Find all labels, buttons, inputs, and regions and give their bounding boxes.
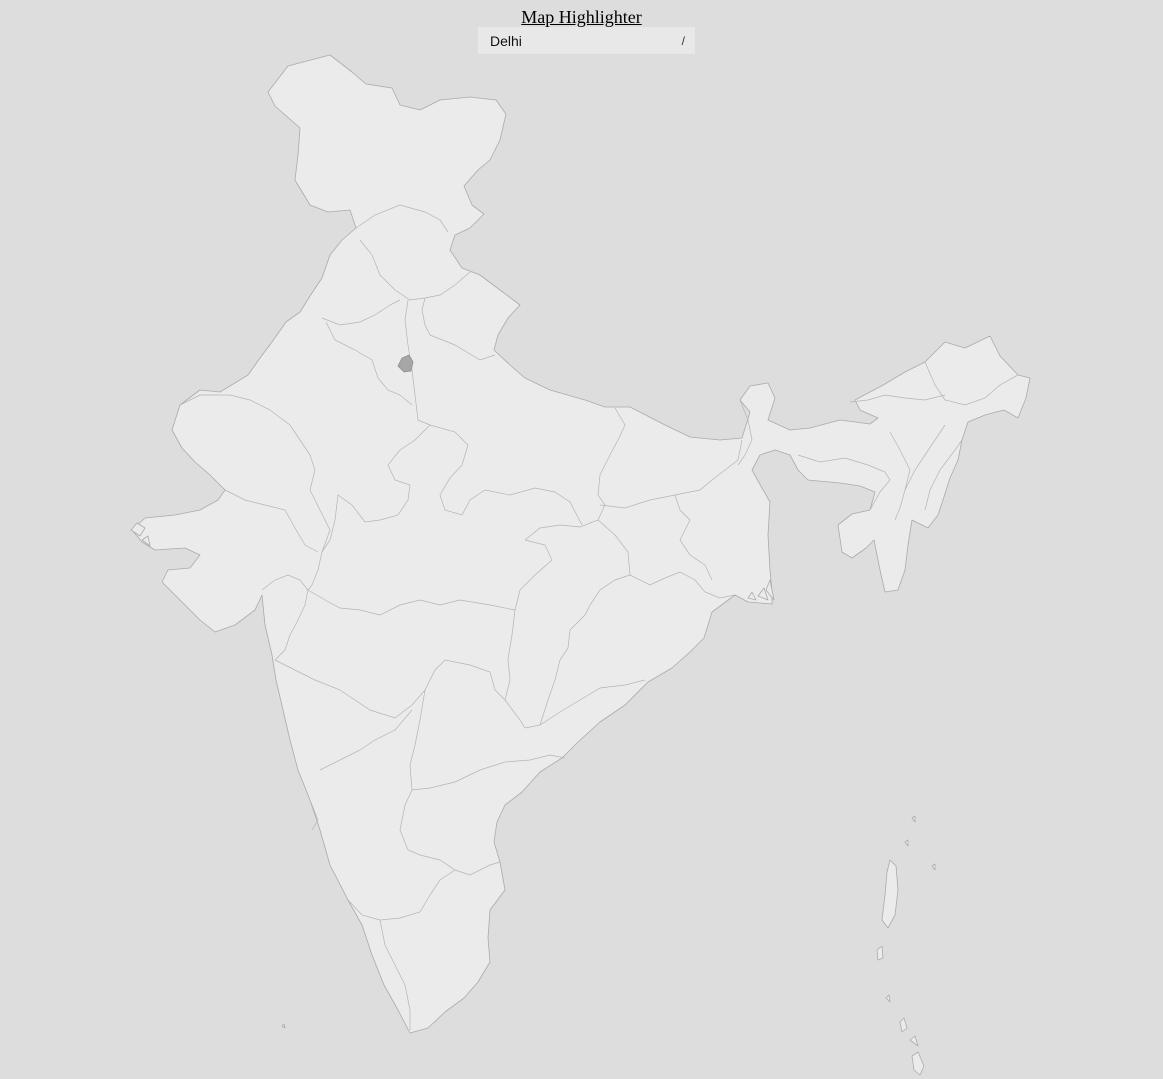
selected-region-label: Delhi — [490, 32, 522, 49]
page-title: Map Highlighter — [521, 7, 642, 27]
lakshadweep-islands — [282, 1024, 285, 1028]
andaman-nicobar-islands — [877, 816, 935, 1075]
select-separator: / — [681, 33, 685, 48]
